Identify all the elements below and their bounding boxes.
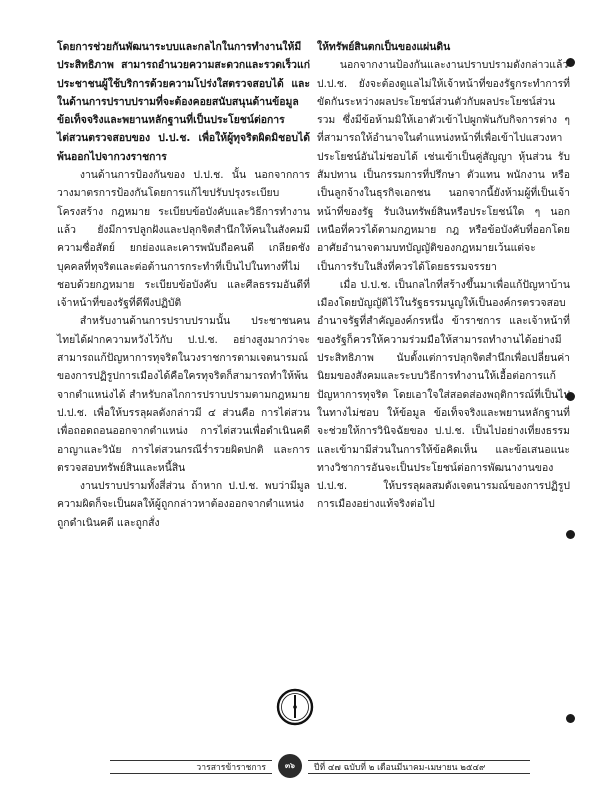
right-column bbox=[317, 38, 570, 514]
left-column bbox=[57, 38, 310, 532]
footer-journal-name bbox=[110, 760, 272, 774]
paragraph: เมื่อ ป.ป.ช. เป็นกลไกที่สร้างขึ้นมาเพื่อแก้ปัญหาบ้านเมืองโดยบัญญัติไว้ในรัฐธรรมนูญให้เป็นองค์กรตรวจสอบอำนาจรัฐที่สำคัญองค์กรหนึ่ง ข้าราชการ และเจ้าหน้าที่ของรัฐก็ควรให้ความร่วมมือให้สามารถทำงานได้อย่างมีประสิทธิภาพ นับตั้งแต่การปลุกจิตสำนึกเพื่อเปลี่ยนค่านิยมของสังคมและระบบวิธีการทำงานให้เอื้อต่อการแก้ปัญหาการทุจริต โดยเอาใจใส่สอดส่องพฤติการณ์ที่เป็นไปในทางไม่ชอบ ให้ข้อมูล ข้อเท็จจริงและพยานหลักฐานที่จะช่วยให้การวินิจฉัยของ ป.ป.ช. เป็นไปอย่างเที่ยงธรรม และเข้ามามีส่วนในการให้ข้อคิดเห็น และข้อเสนอแนะทางวิชาการอันจะเป็นประโยชน์ต่อการพัฒนางานของ ป.ป.ช. ให้บรรลุผลสมดังเจตนารมณ์ของการปฏิรูปการเมืองอย่างแท้จริงต่อไป bbox=[317, 278, 570, 511]
paragraph: ให้ทรัพย์สินตกเป็นของแผ่นดิน bbox=[317, 41, 451, 53]
journal-name: วารสารข้าราชการ bbox=[196, 763, 266, 773]
page-footer bbox=[110, 760, 530, 775]
binder-hole-bottom bbox=[566, 714, 575, 723]
emblem-icon bbox=[278, 754, 302, 778]
binder-hole-lower bbox=[566, 530, 575, 539]
paragraph: สำหรับงานด้านการปราบปรามนั้น ประชาชนคนไทยได้ฝากความหวังไว้กับ ป.ป.ช. อย่างสูงมากว่าจะสามารถแก้ปัญหาการทุจริตในวงราชการตามเจตนารมณ์ของการปฏิรูปการเมืองได้คือใครทุจริตก็สามารถทำให้พ้นจากตำแหน่งได้ สำหรับกลไกการปราบปรามตามกฎหมาย ป.ป.ช. เพื่อให้บรรลุผลดังกล่าวมี ๔ ส่วนคือ การไต่สวนเพื่อถอดถอนออกจากตำแหน่ง การไต่สวนเพื่อดำเนินคดีอาญาและวินัย การไต่สวนกรณีร่ำรวยผิดปกติ และการตรวจสอบทรัพย์สินและหนี้สิน bbox=[57, 315, 310, 474]
issue-info: ปีที่ ๔๗ ฉบับที่ ๒ เดือนมีนาคม-เมษายน ๒๕๔๙ bbox=[314, 763, 486, 773]
page-number: ๓๖ bbox=[285, 761, 295, 770]
paragraph: นอกจากงานป้องกันและงานปราบปรามดังกล่าวแล้ว ป.ป.ช. ยังจะต้องดูแลไม่ให้เจ้าหน้าที่ของรัฐกระทำการที่ขัดกันระหว่างผลประโยชน์ส่วนตัวกับผลประโยชน์ส่วนรวม ซึ่งมีข้อห้ามมิให้เอาตัวเข้าไปผูกพันกับกิจการต่าง ๆ ที่สามารถให้อำนาจในตำแหน่งหน้าที่เพื่อเข้าไปแสวงหาประโยชน์อันไม่ชอบได้ เช่นเข้าเป็นคู่สัญญา หุ้นส่วน รับสัมปทาน เป็นกรรมการที่ปรึกษา ตัวแทน พนักงาน หรือเป็นลูกจ้างในธุรกิจเอกชน นอกจากนี้ยังห้ามผู้ที่เป็นเจ้าหน้าที่ของรัฐ รับเงินทรัพย์สินหรือประโยชน์ใด ๆ นอกเหนือที่ควรได้ตามกฎหมาย กฎ หรือข้อบังคับที่ออกโดยอาศัยอำนาจตามบทบัญญัติของกฎหมายเว้นแต่จะเป็นการรับในสิ่งที่ควรได้โดยธรรมจรรยา bbox=[317, 59, 570, 273]
paragraph: โดยการช่วยกันพัฒนาระบบและกลไกในการทำงานให้มีประสิทธิภาพ สามารถอำนวยความสะดวกและรวดเร็วแก่ประชาชนผู้ใช้บริการด้วยความโปร่งใสตรวจสอบได้ และในด้านการปราบปรามที่จะต้องคอยสนับสนุนด้านข้อมูลข้อเท็จจริงและพยานหลักฐานที่เป็นประโยชน์ต่อการไต่สวนตรวจสอบของ ป.ป.ช. เพื่อให้ผู้ทุจริตผิดมิชอบได้พ้นออกไปจากวงราชการ bbox=[57, 41, 310, 163]
paragraph: งานด้านการป้องกันของ ป.ป.ช. นั้น นอกจากการวางมาตรการป้องกันโดยการแก้ไขปรับปรุงระเบียบโครงสร้าง กฎหมาย ระเบียบข้อบังคับและวิธีการทำงานแล้ว ยังมีการปลูกฝังและปลุกจิตสำนึกให้คนในสังคมมีความซื่อสัตย์ ยกย่องและเคารพนับถือคนดี เกลียดชังบุคคลที่ทุจริตและต่อต้านการกระทำที่เป็นไปในทางที่ไม่ชอบด้วยกฎหมาย ระเบียบข้อบังคับ และศีลธรรมอันดีที่เจ้าหน้าที่ของรัฐที่ดีพึงปฏิบัติ bbox=[57, 169, 310, 310]
clock-icon bbox=[276, 688, 314, 726]
footer-issue-info bbox=[308, 760, 530, 774]
paragraph: งานปราบปรามทั้งสี่ส่วน ถ้าหาก ป.ป.ช. พบว่ามีมูลความผิดก็จะเป็นผลให้ผู้ถูกกล่าวหาต้องออกจากตำแหน่ง ถูกดำเนินคดี และถูกสั่ง bbox=[57, 480, 310, 529]
